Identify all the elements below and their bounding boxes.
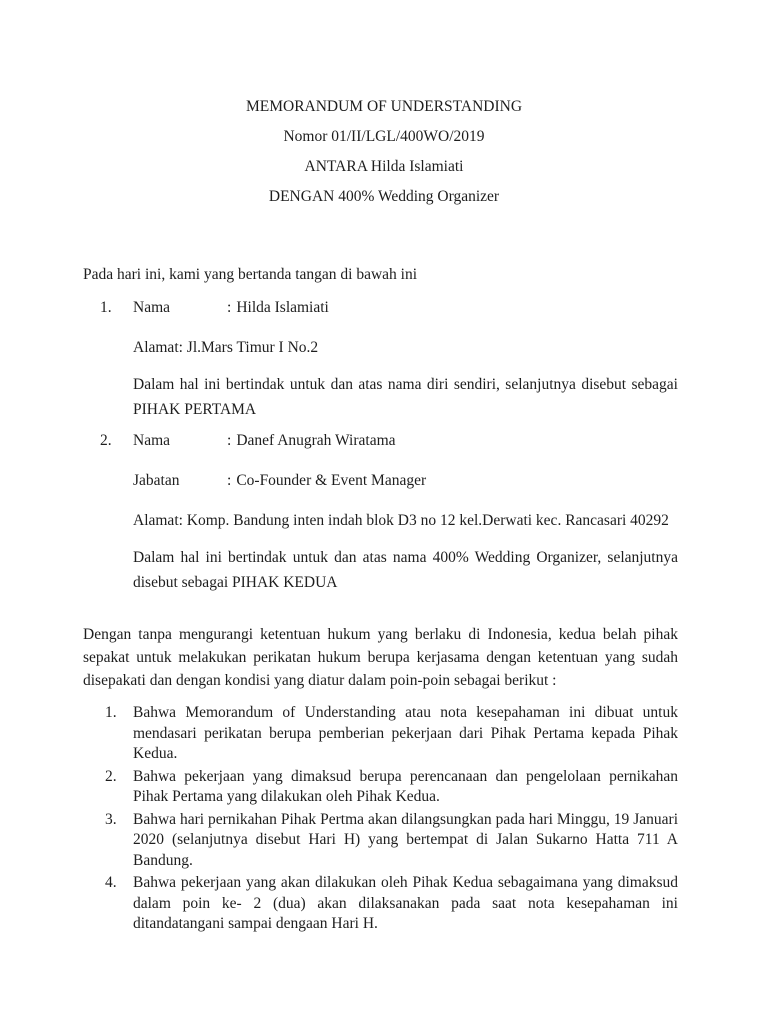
point-text: Bahwa hari pernikahan Pihak Pertma akan dilangsungkan pada hari Minggu, 19 Januari 2020 (selanjutnya disebut Hari H) yang bertempat di Jalan Sukarno Hatta 711 A Bandung. [133, 810, 678, 869]
colon-separator: : [227, 432, 232, 449]
point-text: Bahwa pekerjaan yang akan dilakukan oleh Pihak Kedua sebagaimana yang dimaksud dalam poin ke- 2 (dua) akan dilaksanakan pada saat nota kesepahaman ini ditandatangani sampai dengaan Hari H. [133, 874, 678, 932]
document-body [0, 264, 768, 935]
party-item-1 [83, 297, 678, 422]
colon-separator: : [227, 299, 232, 316]
point-number: 4. [105, 874, 117, 891]
point-item-4 [83, 873, 678, 935]
party-number: 1. [100, 299, 112, 316]
point-item-2 [83, 767, 678, 808]
party-details [133, 297, 678, 422]
party-role-row [133, 470, 678, 491]
document-header [0, 0, 768, 212]
point-text: Bahwa Memorandum of Understanding atau nota kesepahaman ini dibuat untuk mendasari perikatan berupa pemberian pekerjaan dari Pihak Pertama kepada Pihak Kedua. [133, 704, 678, 762]
preamble-paragraph: Dengan tanpa mengurangi ketentuan hukum yang berlaku di Indonesia, kedua belah pihak sepakat untuk melakukan perikatan hukum berupa kerjasama dengan ketentuan yang sudah disepakati dan dengan kondisi yang diatur dalam poin-poin sebagai berikut : [83, 626, 678, 689]
point-number: 3. [105, 810, 117, 828]
document-dengan-line: DENGAN 400% Wedding Organizer [268, 188, 500, 205]
party-details [133, 430, 678, 595]
party-statement: Dalam hal ini bertindak untuk dan atas nama 400% Wedding Organizer, selanjutnya disebut sebagai PIHAK KEDUA [133, 549, 678, 591]
name-label: Nama [133, 299, 171, 316]
point-item-3 [83, 810, 678, 872]
point-item-1 [83, 703, 678, 765]
point-text: Bahwa pekerjaan yang dimaksud berupa perencanaan dan pengelolaan pernikahan Pihak Pertama yang dilakukan oleh Pihak Kedua. [133, 767, 678, 805]
name-label: Nama [133, 432, 171, 449]
colon-separator: : [227, 472, 232, 489]
name-value: Danef Anugrah Wiratama [236, 432, 396, 449]
role-value: Co-Founder & Event Manager [236, 472, 427, 489]
document-antara-line: ANTARA Hilda Islamiati [304, 158, 464, 175]
document-number: Nomor 01/II/LGL/400WO/2019 [283, 128, 485, 145]
party-item-2 [83, 430, 678, 595]
party-number: 2. [100, 432, 112, 449]
points-list [83, 703, 678, 935]
name-value: Hilda Islamiati [236, 299, 329, 316]
role-label: Jabatan [133, 472, 180, 489]
party-address: Alamat: Jl.Mars Timur I No.2 [133, 339, 319, 356]
point-number: 2. [105, 767, 117, 785]
party-name-row [133, 430, 678, 451]
party-address: Alamat: Komp. Bandung inten indah blok D3 no 12 kel.Derwati kec. Rancasari 40292 [133, 512, 669, 529]
party-name-row [133, 297, 678, 318]
document-title: MEMORANDUM OF UNDERSTANDING [245, 98, 523, 115]
party-statement: Dalam hal ini bertindak untuk dan atas nama diri sendiri, selanjutnya disebut sebagai PIHAK PERTAMA [133, 376, 678, 418]
point-number: 1. [105, 704, 117, 721]
parties-list [83, 297, 678, 595]
intro-line: Pada hari ini, kami yang bertanda tangan di bawah ini [83, 266, 418, 283]
